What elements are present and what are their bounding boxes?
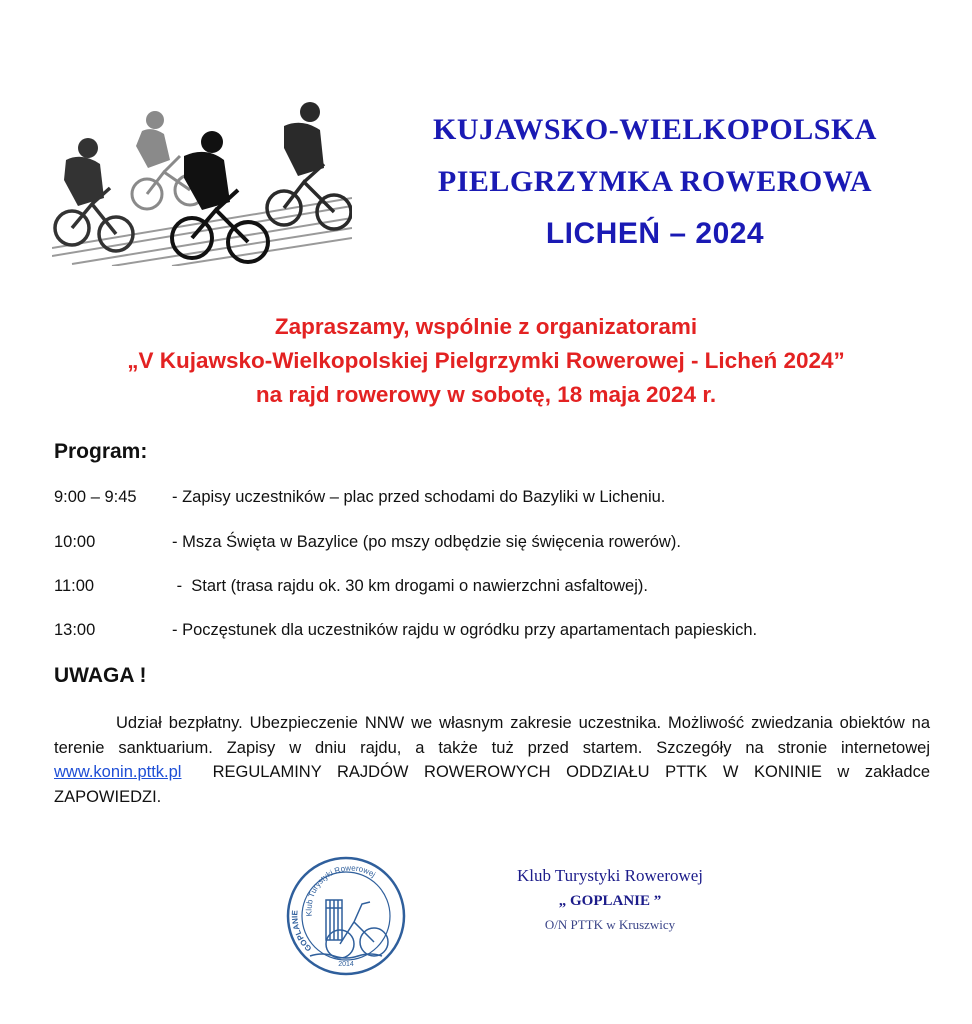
program-time: 10:00: [54, 533, 96, 551]
club-name: Klub Turystyki Rowerowej: [516, 866, 704, 885]
club-logo-top-text: Klub Turystyki Rowerowej: [304, 863, 378, 917]
notice-text-part-2: REGULAMINY RAJDÓW ROWEROWYCH ODDZIAŁU PTTK W KONINIE w zakładce ZAPOWIEDZI.: [54, 763, 935, 806]
club-short-name: „ GOPLANIE ”: [558, 893, 662, 909]
notice-text: [54, 711, 935, 809]
notice-heading: UWAGA !: [54, 664, 147, 687]
event-title: [380, 104, 930, 260]
website-link[interactable]: www.konin.pttk.pl: [54, 763, 182, 781]
program-desc: - Start (trasa rajdu ok. 30 km drogami o nawierzchni asfaltowej).: [172, 577, 648, 595]
program-heading: Program:: [54, 440, 148, 463]
program-desc: - Poczęstunek dla uczestników rajdu w ogródku przy apartamentach papieskich.: [172, 621, 758, 639]
invitation-line-2: „V Kujawsko-Wielkopolskiej Pielgrzymki Rowerowej - Licheń 2024”: [127, 348, 845, 373]
program-item: [54, 533, 681, 552]
program-time: 9:00 – 9:45: [54, 488, 137, 506]
title-line-1: KUJAWSKO-WIELKOPOLSKA: [433, 113, 877, 146]
title-line-2: PIELGRZYMKA ROWEROWA: [437, 165, 873, 198]
program-item: [54, 621, 757, 640]
program-item: [54, 488, 665, 507]
program-time: 11:00: [54, 577, 95, 595]
club-logo-left-text: GOPLANIE: [290, 909, 314, 953]
club-logo-icon: [282, 852, 410, 980]
invitation-line-1: Zapraszamy, wspólnie z organizatorami: [274, 314, 698, 339]
club-logo-year: 2014: [338, 961, 354, 968]
program-desc: - Zapisy uczestników – plac przed schodami do Bazyliki w Licheniu.: [172, 488, 666, 506]
program-desc: - Msza Święta w Bazylice (po mszy odbędzie się święcenia rowerów).: [172, 533, 681, 551]
invitation-text: [40, 310, 932, 412]
title-line-3: LICHEŃ – 2024: [545, 217, 765, 250]
cyclists-silhouette-icon: [52, 98, 352, 266]
club-info: [470, 864, 750, 936]
program-time: 13:00: [54, 621, 96, 639]
program-item: [54, 577, 648, 596]
invitation-line-3: na rajd rowerowy w sobotę, 18 maja 2024 r.: [255, 382, 717, 407]
notice-text-part-1: Udział bezpłatny. Ubezpieczenie NNW we własnym zakresie uczestnika. Możliwość zwiedzania obiektów na terenie sanktuarium. Zapisy w dniu rajdu, a także tuż przed startem. Szczegóły na stronie internetowej: [54, 714, 930, 757]
club-branch: O/N PTTK w Kruszwicy: [544, 917, 676, 932]
